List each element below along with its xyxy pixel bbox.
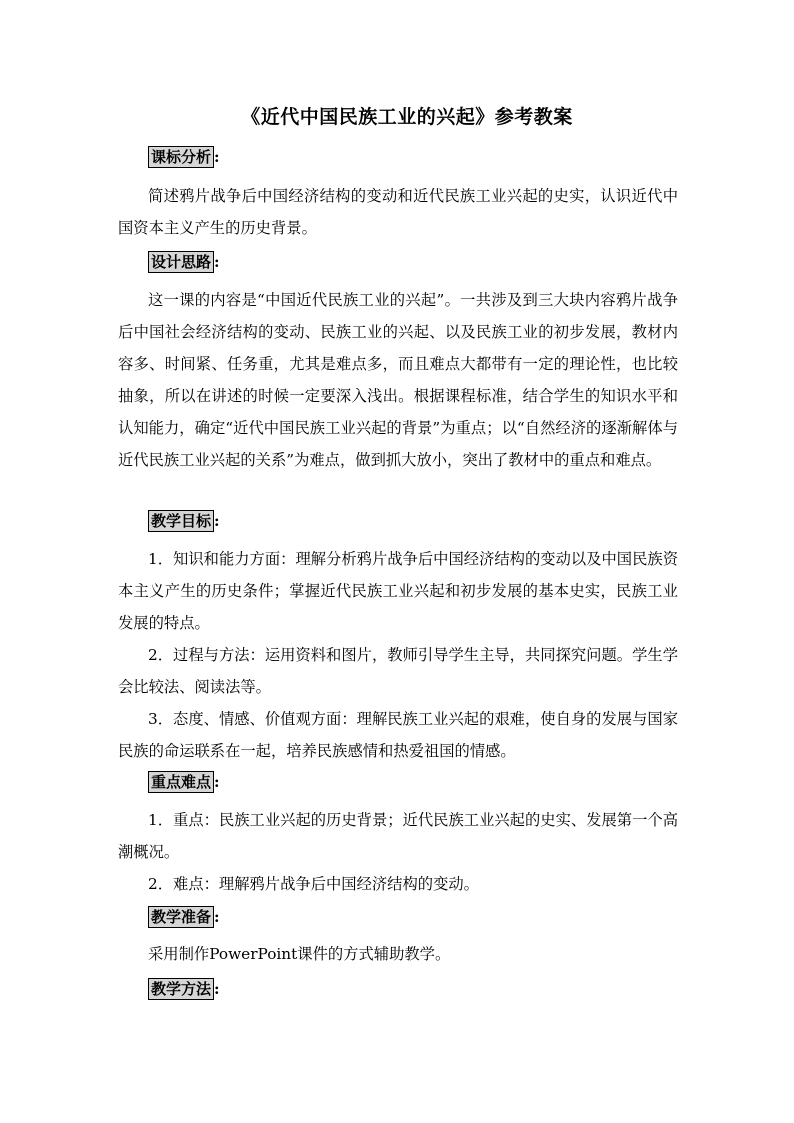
teaching-goal-item-1: 1．知识和能力方面：理解分析鸦片战争后中国经济结构的变动以及中国民族资本主义产生的历史条件；掌握近代民族工业兴起和初步发展的基本史实，民族工业发展的特点。 [118, 550, 678, 632]
document-title: 《近代中国民族工业的兴起》参考教案 [241, 106, 573, 128]
section-heading-curriculum-analysis [148, 146, 220, 168]
heading-colon: : [214, 908, 220, 926]
heading-colon: : [214, 253, 220, 271]
teaching-goal-item-3: 3．态度、情感、价值观方面：理解民族工业兴起的艰难，使自身的发展与国家民族的命运联系在一起，培养民族感情和热爱祖国的情感。 [118, 710, 678, 760]
section-heading-key-points [148, 771, 220, 793]
section-heading-teaching-methods [148, 978, 220, 1000]
section-heading-teaching-goals [148, 510, 220, 532]
section-heading-label: 教学目标 [148, 510, 214, 532]
design-idea-paragraph: 这一课的内容是“中国近代民族工业的兴起”。一共涉及到三大块内容鸦片战争后中国社会经济结构的变动、民族工业的兴起、以及民族工业的初步发展，教材内容多、时间紧、任务重，尤其是难点多，而且难点大都带有一定的理论性，也比较抽象，所以在讲述的时候一定要深入浅出。根据课程标准，结合学生的知识水平和认知能力，确定“近代中国民族工业兴起的背景”为重点；以“自然经济的逐渐解体与近代民族工业兴起的关系”为难点，做到抓大放小，突出了教材中的重点和难点。 [118, 291, 678, 469]
heading-colon: : [214, 512, 220, 530]
section-heading-design-idea [148, 251, 220, 273]
section-heading-label: 教学准备 [148, 906, 214, 928]
heading-colon: : [214, 148, 220, 166]
curriculum-analysis-paragraph: 简述鸦片战争后中国经济结构的变动和近代民族工业兴起的史实，认识近代中国资本主义产生的历史背景。 [118, 187, 678, 237]
section-heading-teaching-preparation [148, 906, 220, 928]
section-heading-label: 设计思路 [148, 251, 214, 273]
heading-colon: : [214, 773, 220, 791]
section-heading-label: 教学方法 [148, 978, 214, 1000]
key-point-item-2: 2．难点：理解鸦片战争后中国经济结构的变动。 [148, 875, 479, 893]
section-heading-label: 重点难点 [148, 771, 214, 793]
teaching-preparation-paragraph: 采用制作PowerPoint课件的方式辅助教学。 [148, 945, 451, 963]
heading-colon: : [214, 980, 220, 998]
section-heading-label: 课标分析 [148, 146, 214, 168]
key-point-item-1: 1．重点：民族工业兴起的历史背景；近代民族工业兴起的史实、发展第一个高潮概况。 [118, 811, 678, 861]
teaching-goal-item-2: 2．过程与方法：运用资料和图片，教师引导学生主导，共同探究问题。学生学会比较法、阅读法等。 [118, 646, 678, 696]
